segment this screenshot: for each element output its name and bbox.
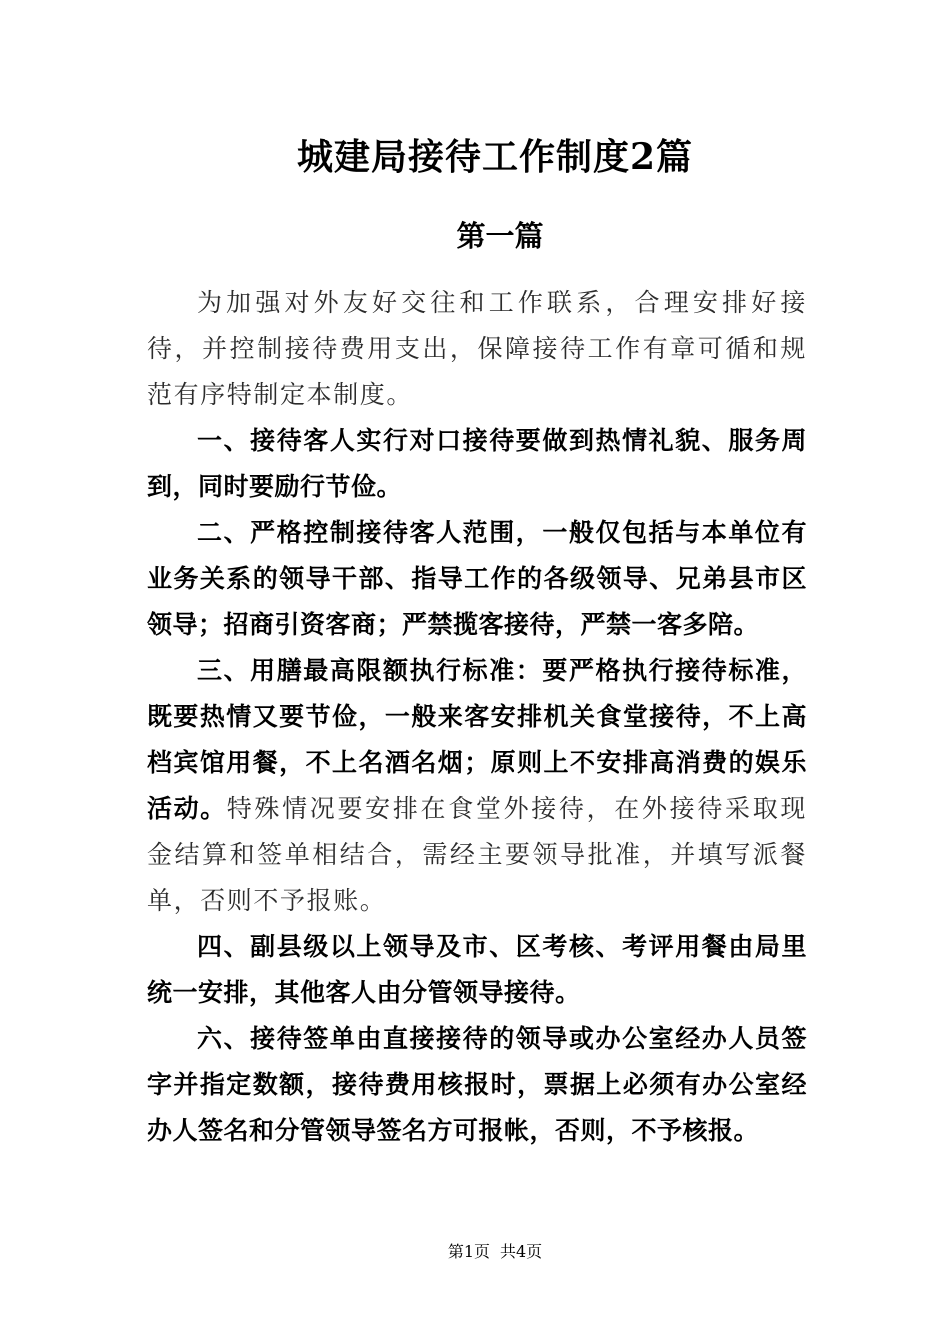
document-title: 城建局接待工作制度2篇 bbox=[296, 136, 694, 178]
paragraph-intro: 为加强对外友好交往和工作联系，合理安排好接待，并控制接待费用支出，保障接待工作有章可循和规范有序特制定本制度。 bbox=[147, 288, 807, 409]
paragraph-rule-4: 四、副县级以上领导及市、区考核、考评用餐由局里统一安排，其他客人由分管领导接待。 bbox=[147, 932, 807, 1007]
paragraph-rule-2: 二、严格控制接待客人范围，一般仅包括与本单位有业务关系的领导干部、指导工作的各级领导、兄弟县市区领导；招商引资客商；严禁揽客接待，严禁一客多陪。 bbox=[147, 518, 807, 639]
paragraph-rule-1: 一、接待客人实行对口接待要做到热情礼貌、服务周到，同时要励行节俭。 bbox=[147, 426, 807, 501]
page-number: 第1页 bbox=[447, 1242, 490, 1261]
paragraph-rule-3-special: 特殊情况要安排在食堂外接待，在外接待采取现金结算和签单相结合，需经主要领导批准，并填写派餐单，否则不予报账。 bbox=[147, 794, 807, 915]
paragraph-rule-3 bbox=[147, 648, 807, 924]
paragraph-rule-6: 六、接待签单由直接接待的领导或办公室经办人员签字并指定数额，接待费用核报时，票据上必须有办公室经办人签名和分管领导签名方可报帐，否则，不予核报。 bbox=[147, 1024, 807, 1145]
paragraph-rule-3-main: 三、用膳最高限额执行标准：要严格执行接待标准，既要热情又要节俭，一般来客安排机关食堂接待，不上高档宾馆用餐，不上名酒名烟；原则上不安排高消费的娱乐活动。 bbox=[147, 656, 807, 823]
document-body bbox=[147, 280, 807, 1154]
page-total: 共4页 bbox=[500, 1242, 543, 1261]
section-heading: 第一篇 bbox=[456, 219, 544, 253]
page-footer bbox=[0, 1241, 950, 1263]
